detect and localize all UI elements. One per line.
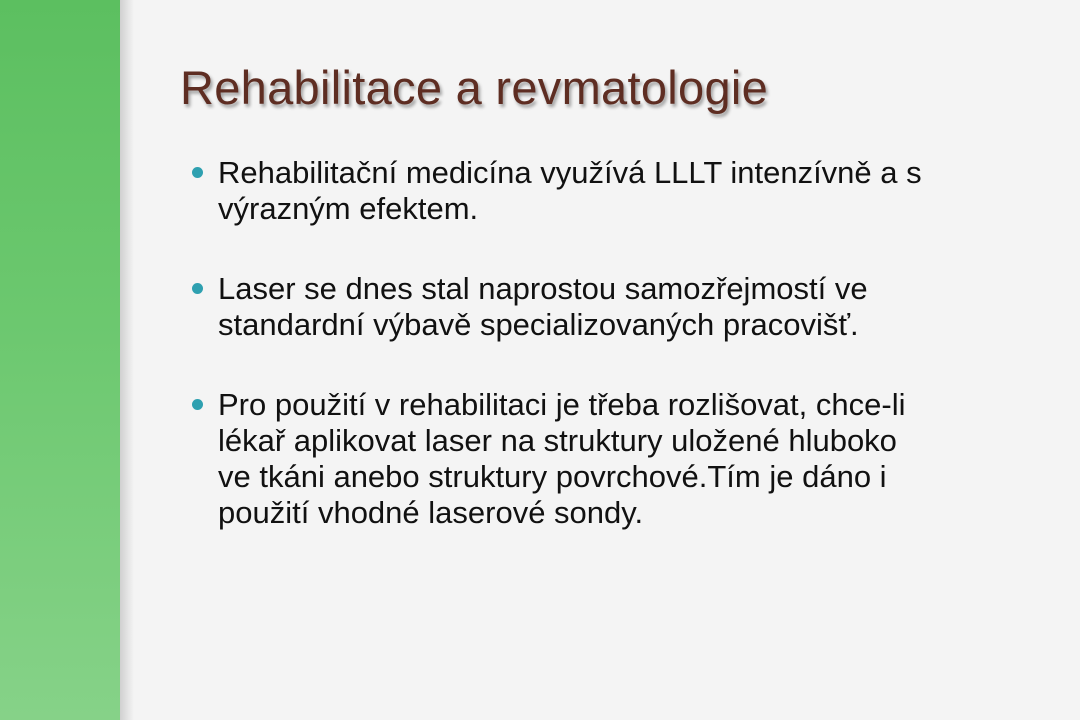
- bullet-text-line: Pro použití v rehabilitaci je třeba rozlišovat, chce-li: [218, 387, 906, 422]
- bullet-dot-icon: [192, 283, 203, 294]
- bullet-dot-icon: [192, 399, 203, 410]
- bullet-text-line: ve tkáni anebo struktury povrchové.Tím je dáno i: [218, 459, 887, 494]
- bullet-item: [190, 271, 1050, 343]
- bullet-text-line: použití vhodné laserové sondy.: [218, 495, 644, 530]
- bullet-text-line: Rehabilitační medicína využívá LLLT intenzívně a s: [218, 155, 922, 190]
- bullet-text-line: lékař aplikovat laser na struktury uložené hluboko: [218, 423, 897, 458]
- bullet-text-line: standardní výbavě specializovaných pracovišť.: [218, 307, 859, 342]
- bullet-text-line: výrazným efektem.: [218, 191, 479, 226]
- bullet-item: [190, 155, 1050, 227]
- bullet-text-line: Laser se dnes stal naprostou samozřejmostí ve: [218, 271, 868, 306]
- green-side-band: [0, 0, 120, 720]
- bullet-item: [190, 387, 1050, 531]
- bullet-list: [190, 155, 1050, 575]
- slide-title: Rehabilitace a revmatologie: [180, 61, 769, 114]
- bullet-dot-icon: [192, 167, 203, 178]
